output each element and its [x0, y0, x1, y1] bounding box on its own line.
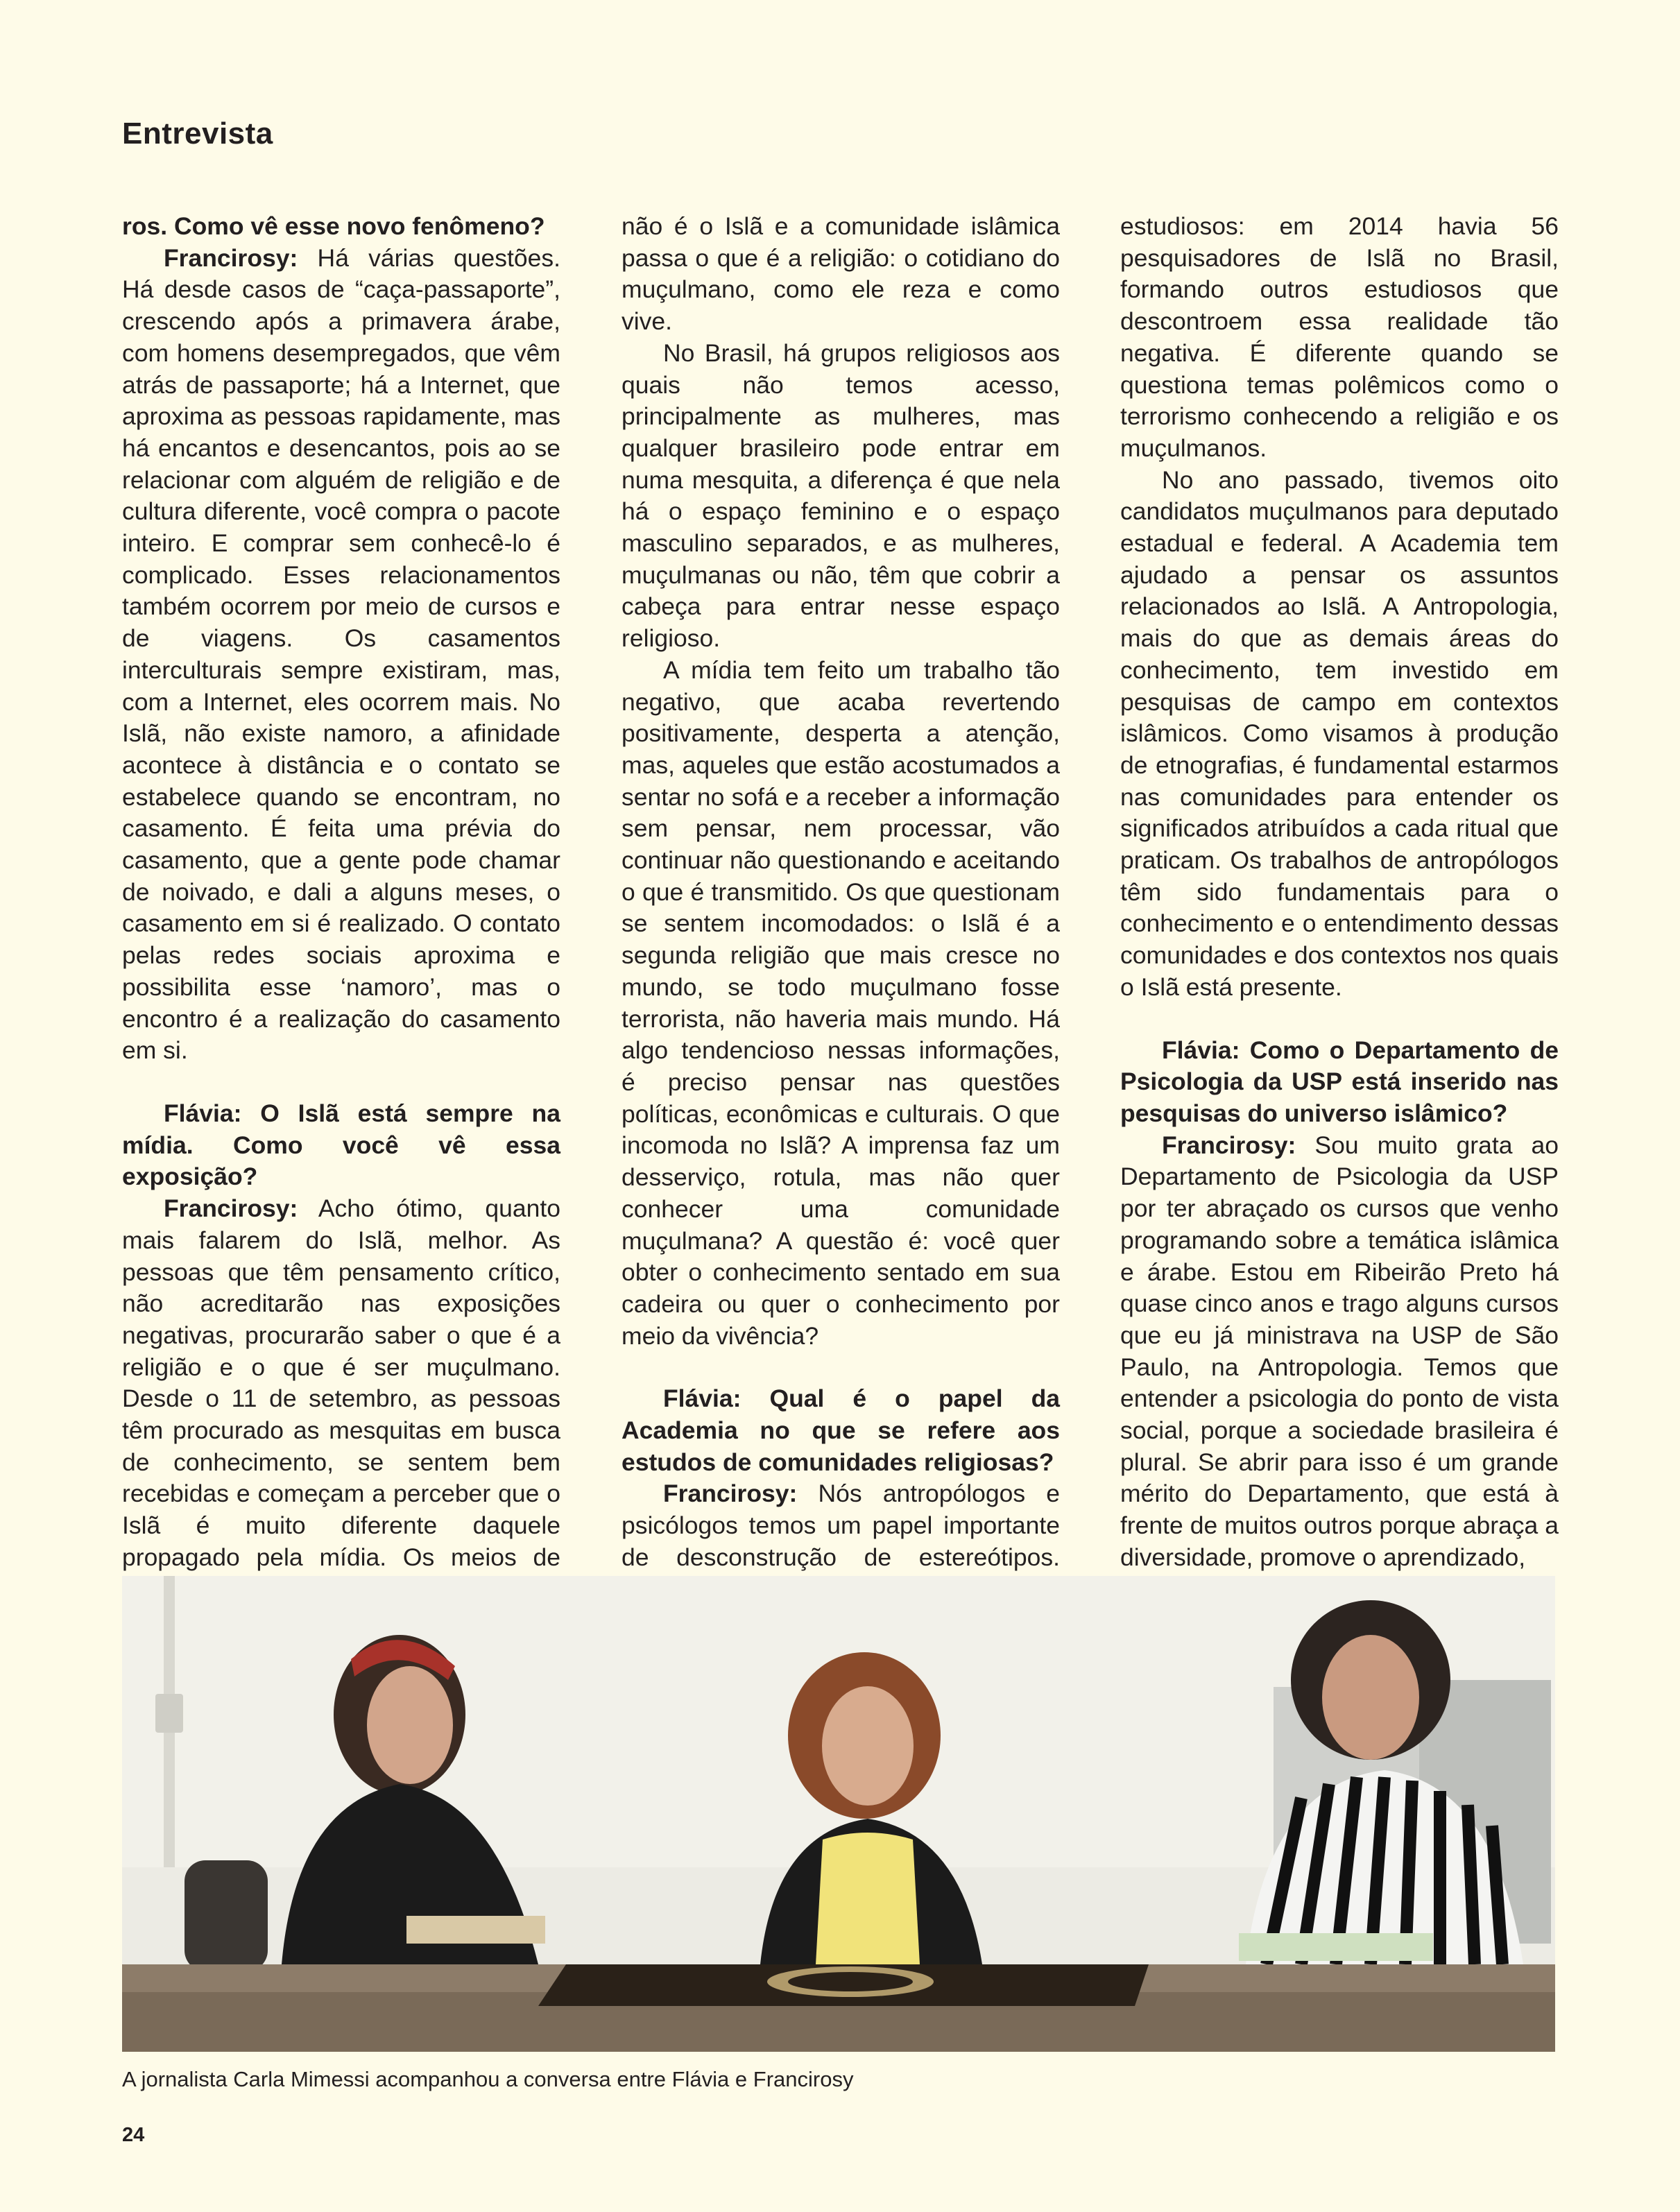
- body-paragraph: No ano passado, tivemos oito candidatos muçulmanos para deputado estadual e federal. A Academia tem ajudado a pensar os assuntos relacionados ao Islã. A Antropologia, mais do que as demais áreas do conhecimento, tem investido em pesquisas de campo em contextos islâmicos. Como visamos à produção de etnografias, é fundamental estarmos nas comunidades para entender os significados atribuídos a cada ritual que praticam. Os trabalhos de antropólogos têm sido fundamentais para o conhecimento e o entendimento dessas comunidades e dos contextos nos quais o Islã está presente.: [1120, 465, 1559, 1001]
- page-number: 24: [122, 2124, 145, 2146]
- speaker-label: Francirosy:: [164, 1194, 298, 1223]
- article-column-2: [622, 211, 1060, 1571]
- interview-question: Flávia: Qual é o papel da Academia no que se refere aos estudos de comunidades religiosas?: [622, 1384, 1060, 1476]
- speaker-label: Francirosy:: [164, 243, 298, 272]
- question-tail: ros. Como vê esse novo fenômeno?: [122, 212, 545, 240]
- answer-text: Sou muito grata ao Departamento de Psicologia da USP por ter abraçado os cursos que venho programando sobre a temática islâmica e árabe. Estou em Ribeirão Preto há quase cinco anos e trago alguns cursos que eu já ministrava na USP de São Paulo, na Antropologia. Temos que entender a psicologia do ponto de vista social, porque a sociedade brasileira é plural. Se abrir para isso é um grande mérito do Departamento, que está à frente de muitos outros porque abraça a diversidade, promove o aprendizado,: [1120, 1131, 1559, 1571]
- body-paragraph: não é o Islã e a comunidade islâmica passa o que é a religião: o cotidiano do muçulmano, como ele reza e como vive.: [622, 212, 1060, 336]
- speaker-label: Francirosy:: [663, 1480, 798, 1508]
- article-column-3: [1120, 211, 1559, 1571]
- interview-photo: [122, 1576, 1555, 2052]
- interview-question: Flávia: O Islã está sempre na mídia. Como você vê essa exposição?: [122, 1099, 560, 1191]
- answer-text: Acho ótimo, quanto mais falarem do Islã, melhor. As pessoas que têm pensamento crítico, não acreditarão nas exposições negativas, procurarão saber o que é a religião e o que é ser muçulmano. Desde o 11 de setembro, as pessoas têm procurado as mesquitas em busca de conhecimento, se sentem bem recebidas e começam a perceber que o Islã é muito diferente daquele propagado pela mídia. Os meios de: [122, 1194, 560, 1571]
- section-title: Entrevista: [122, 117, 273, 151]
- interview-question: Flávia: Como o Departamento de Psicologia da USP está inserido nas pesquisas do universo islâmico?: [1120, 1036, 1559, 1127]
- answer-paragraph: [1120, 1130, 1559, 1574]
- answer-paragraph: [122, 1193, 560, 1605]
- body-paragraph: No Brasil, há grupos religiosos aos quais não temos acesso, principalmente as mulheres, mas qualquer brasileiro pode entrar em numa mesquita, a diferença é que nela há o espaço feminino e o espaço masculino separados, e as mulheres, muçulmanas ou não, têm que cobrir a cabeça para entrar nesse espaço religioso.: [622, 338, 1060, 653]
- interview-photo-illustration: [122, 1576, 1555, 2052]
- answer-text: Nós antropólogos e psicólogos temos um papel importante de desconstrução de estereótipos.: [622, 1480, 1060, 1571]
- body-paragraph: estudiosos: em 2014 havia 56 pesquisadores de Islã no Brasil, formando outros estudiosos que descontroem essa realidade tão negativa. É diferente quando se questiona temas polêmicos como o terrorismo conhecendo a religião e os muçulmanos.: [1120, 212, 1559, 462]
- body-paragraph: A mídia tem feito um trabalho tão negativo, que acaba revertendo positivamente, desperta a atenção, mas, aqueles que estão acostumados a sentar no sofá e a receber a informação sem pensar, nem processar, vão continuar não questionando e aceitando o que é transmitido. Os que questionam se sentem incomodados: o Islã é a segunda religião que mais cresce no mundo, se todo muçulmano fosse terrorista, não haveria mais mundo. Há algo tendencioso nessas informações, é preciso pensar nas questões políticas, econômicas e culturais. O que incomoda no Islã? A imprensa faz um desserviço, rotula, mas não quer conhecer uma comunidade muçulmana? A questão é: você quer obter o conhecimento sentado em sua cadeira ou quer o conhecimento por meio da vivência?: [622, 655, 1060, 1350]
- photo-caption: A jornalista Carla Mimessi acompanhou a conversa entre Flávia e Francirosy: [122, 2067, 854, 2091]
- answer-paragraph: [122, 243, 560, 1067]
- answer-text: Há várias questões. Há desde casos de “caça-passaporte”, crescendo após a primavera árabe, com homens desempregados, que vêm atrás de passaporte; há a Internet, que aproxima as pessoas rapidamente, mas há encantos e desencantos, pois ao se relacionar com alguém de religião e de cultura diferente, você compra o pacote inteiro. E comprar sem conhecê-lo é complicado. Esses relacionamentos também ocorrem por meio de cursos e de viagens. Os casamentos interculturais sempre existiram, mas, com a Internet, eles ocorrem mais. No Islã, não existe namoro, a afinidade acontece à distância e o contato se estabelece quando se encontram, no casamento. É feita uma prévia do casamento, que a gente pode chamar de noivado, e dali a alguns meses, o casamento em si é realizado. O contato pelas redes sociais aproxima e possibilita esse ‘namoro’, mas o encontro é a realização do casamento em si.: [122, 243, 560, 1065]
- article-column-1: [122, 211, 560, 1571]
- speaker-label: Francirosy:: [1162, 1131, 1296, 1159]
